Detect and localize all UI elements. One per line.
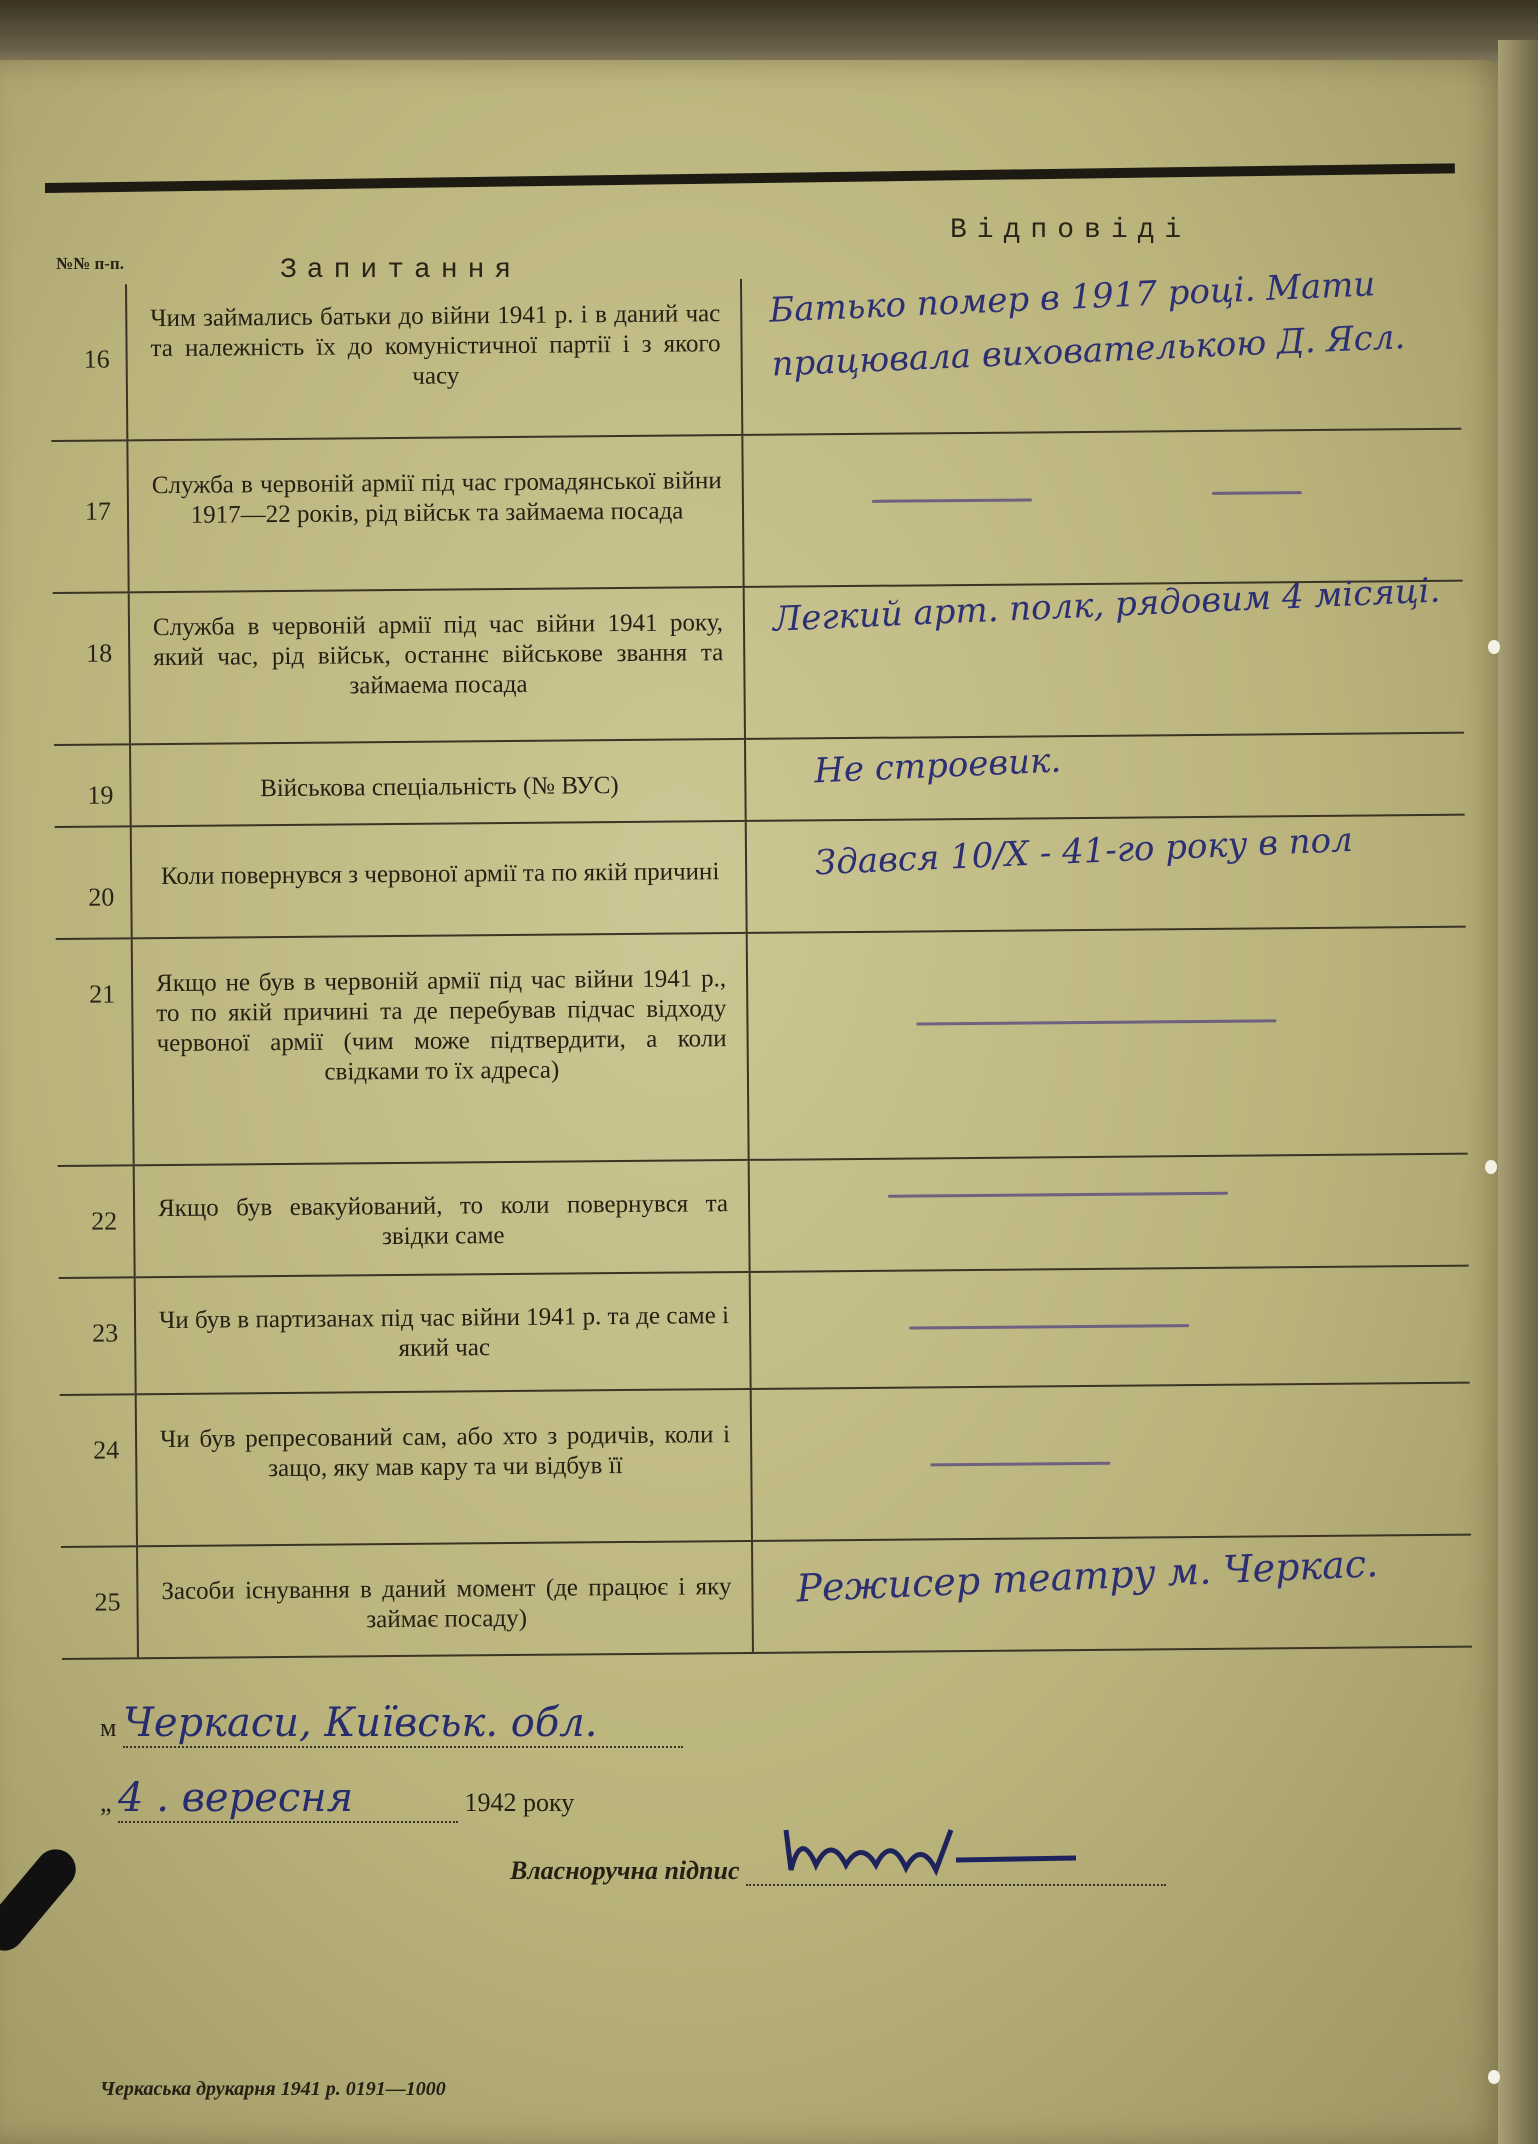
question-text: Якщо був евакуйований, то коли повернувся та звідки саме <box>157 1190 729 1251</box>
table-row <box>59 1267 1470 1396</box>
table-row <box>61 1536 1472 1660</box>
row-number: 22 <box>91 1206 118 1236</box>
row-number: 24 <box>93 1435 120 1465</box>
row-number: 23 <box>92 1318 119 1348</box>
answer-handwritten: Легкий арт. полк, рядовим 4 місяці. <box>772 570 1442 640</box>
year-suffix: року <box>523 1788 575 1817</box>
city-handwritten: Черкаси, Київськ. обл. <box>122 1700 598 1746</box>
signature-line <box>510 1850 1166 1886</box>
binding-hole <box>1488 2070 1500 2084</box>
table-row <box>58 1155 1469 1279</box>
blank-dash <box>1212 491 1302 495</box>
question-text: Служба в червоній армії під час громадянської війни 1917—22 років, рід військ та займаема посада <box>151 467 722 529</box>
answers-header: Відповіді <box>950 215 1192 246</box>
answer-handwritten: Режисер театру м. Черкас. <box>795 1541 1379 1611</box>
number-header: №№ п-п. <box>56 254 124 273</box>
city-prefix: м <box>100 1713 117 1742</box>
blank-dash <box>916 1019 1276 1025</box>
date-handwritten: 4 . вересня <box>118 1775 354 1821</box>
question-text: Коли повернувся з червоної армії та по якій причині <box>160 858 720 891</box>
question-text: Військова спеціальність (№ ВУС) <box>260 772 619 803</box>
table-row <box>51 430 1462 594</box>
signature-label: Власноручна підпис <box>510 1856 740 1885</box>
question-text: Служба в червоній армії під час війни 1941 року, який час, рід військ, останнє військове звання та займаема посада <box>152 609 724 700</box>
blank-dash <box>872 498 1032 502</box>
answer-handwritten: Не строевик. <box>813 740 1062 792</box>
table-row <box>55 816 1466 940</box>
row-number: 20 <box>88 882 115 912</box>
question-text: Засоби існування в даний момент (де працює і яку займає посаду) <box>161 1573 732 1634</box>
year-value: 1942 <box>464 1788 517 1817</box>
blank-dash <box>888 1192 1228 1198</box>
row-number: 25 <box>94 1587 121 1617</box>
question-text: Чи був в партизанах під час війни 1941 р. та де саме і який час <box>158 1302 730 1362</box>
row-number: 18 <box>86 638 113 668</box>
row-number: 16 <box>83 344 110 374</box>
handwritten-signature <box>776 1820 1096 1880</box>
row-number: 19 <box>87 780 114 810</box>
table-row <box>60 1384 1471 1548</box>
question-text: Чим займались батьки до війни 1941 р. і в даний час та належність їх до комуністичної партії і з якого часу <box>150 300 721 390</box>
table-row <box>56 928 1468 1167</box>
date-line <box>100 1775 574 1823</box>
table-row <box>53 570 1464 746</box>
date-prefix: „ <box>100 1788 112 1817</box>
question-text: Якщо не був в червоній армії під час війни 1941 р., то по якій причині та де перебував підчас відходу червоної армії (чим може підтвердити, а коли свідками то їх адреса) <box>155 965 727 1086</box>
row-number: 21 <box>89 979 116 1009</box>
binding-hole <box>1485 1160 1497 1174</box>
table-row <box>54 734 1465 828</box>
row-number: 17 <box>84 496 112 526</box>
questions-header: Запитання <box>280 255 522 286</box>
binding-hole <box>1488 640 1500 654</box>
answer-handwritten: Батько помер в 1917 році. Мати працювала вихователькою Д. Ясл. <box>768 264 1406 385</box>
answer-handwritten: Здався 10/X - 41-го року в пол <box>814 819 1354 884</box>
city-line <box>100 1700 683 1748</box>
question-text: Чи був репресований сам, або хто з родичів, коли і защо, яку мав кару та чи відбув її <box>159 1421 731 1483</box>
blank-dash <box>930 1462 1110 1467</box>
blank-dash <box>909 1324 1189 1329</box>
page-right-edge <box>1498 40 1538 2144</box>
printer-imprint: Черкаська друкарня 1941 р. 0191—1000 <box>100 2078 446 2100</box>
